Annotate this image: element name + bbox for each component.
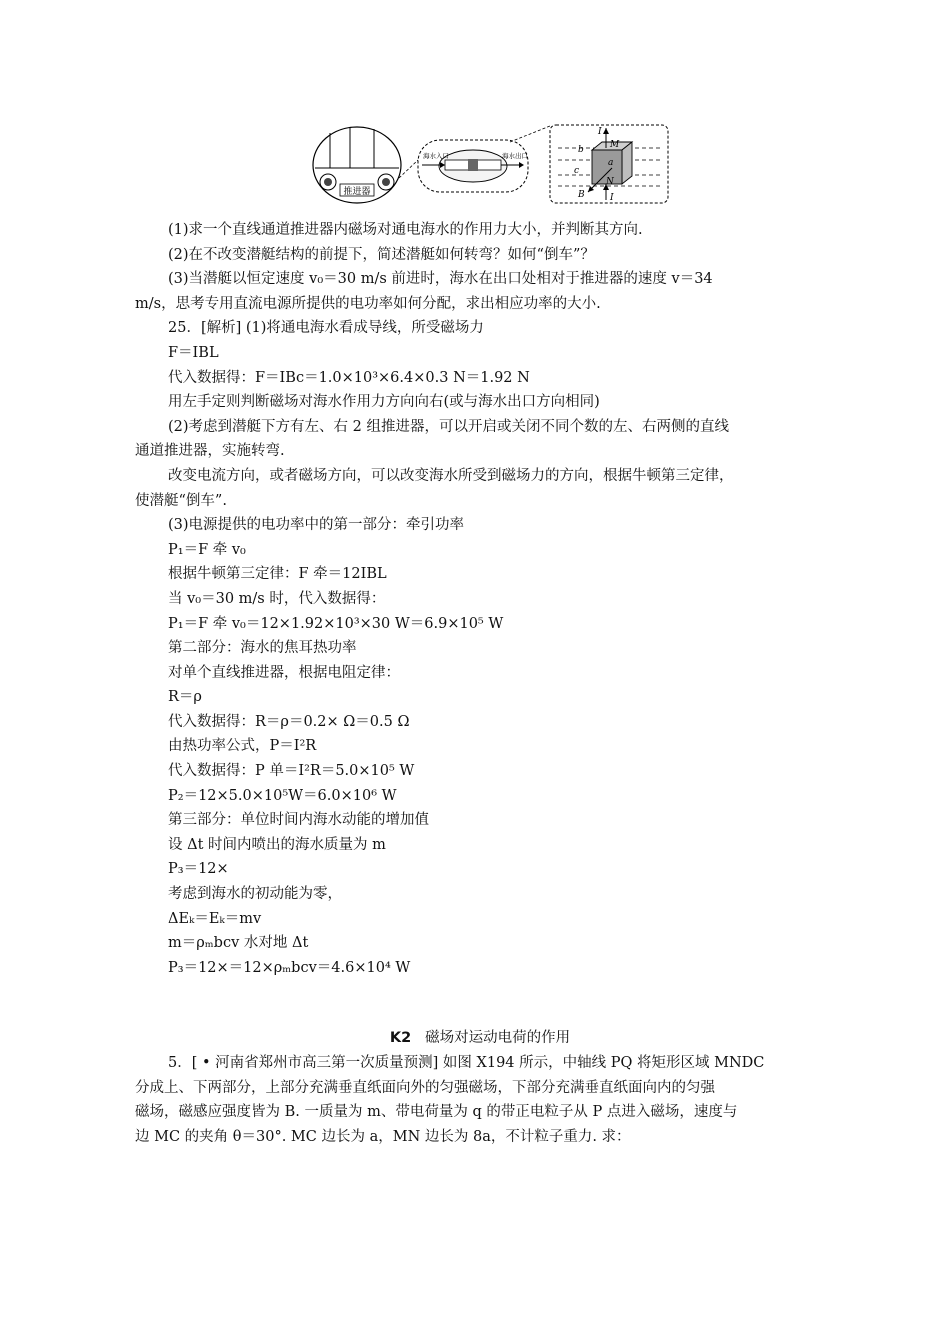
problem-5-line: 分成上、下两部分，上部分充满垂直纸面向外的匀强磁场，下部分充满垂直纸面向内的匀强 [135,1079,715,1096]
solution-line: 第三部分：单位时间内海水动能的增加值 [168,812,429,829]
solution-line: 由热功率公式，P＝I²R [168,738,317,755]
solution-line: P₂＝12×5.0×10⁵W＝6.0×10⁶ W [168,787,397,804]
solution-line: (3)电源提供的电功率中的第一部分：牵引功率 [168,517,465,534]
solution-line: 第二部分：海水的焦耳热功率 [168,640,357,657]
solution-line: 使潜艇“倒车”. [135,492,227,509]
propeller-diagram [310,120,675,205]
question-2: (2)在不改变潜艇结构的前提下，简述潜艇如何转弯？如何“倒车”？ [168,246,595,263]
solution-line: 设 Δt 时间内喷出的海水质量为 m [168,836,386,853]
solution-line: 通道推进器，实施转弯. [135,443,285,460]
solution-line: 对单个直线推进器，根据电阻定律： [168,664,400,681]
solution-line: (2)考虑到潜艇下方有左、右 2 组推进器，可以开启或关闭不同个数的左、右两侧的直线 [168,418,729,435]
solution-line: 代入数据得：R＝ρ＝0.2× Ω＝0.5 Ω [168,713,410,730]
solution-line: F＝IBL [168,344,219,361]
solution-line: R＝ρ [168,689,202,706]
solution-line: 考虑到海水的初动能为零， [168,886,342,903]
label-M: M [610,140,620,150]
label-B: B [578,190,585,200]
solution-line: 当 v₀＝30 m/s 时，代入数据得： [168,590,386,607]
label-N: N [606,177,614,187]
label-a: a [608,158,614,168]
solution-line: P₃＝12× [168,861,229,878]
label-c: c [574,166,580,176]
submarine-cross-section [313,127,401,203]
question-3: (3)当潜艇以恒定速度 v₀＝30 m/s 前进时，海水在出口处相对于推进器的速度 v＝34 [168,271,713,288]
problem-5-line: 边 MC 的夹角 θ＝30°. MC 边长为 a，MN 边长为 8a，不计粒子重力. 求： [135,1128,631,1145]
solution-line: m＝ρₘbcv 水对地 Δt [168,935,309,952]
label-I-bottom: I [610,193,614,203]
solution-line: 根据牛顿第三定律：F 牵＝12IBL [168,566,387,583]
solution-heading: 25．[解析] (1)将通电海水看成导线，所受磁场力 [168,320,484,337]
section-heading [135,1026,825,1051]
question-3-cont: m/s，思考专用直流电源所提供的电功率如何分配，求出相应功率的大小. [135,295,601,312]
document-body [135,218,825,1149]
solution-line: P₃＝12×＝12×ρₘbcv＝4.6×10⁴ W [168,959,411,976]
inlet-label: 海水入口 [423,152,449,160]
solution-line: P₁＝F 牵 v₀ [168,541,246,558]
solution-line: P₁＝F 牵 v₀＝12×1.92×10³×30 W＝6.9×10⁵ W [168,615,504,632]
label-b: b [578,145,584,155]
channel-block [550,125,668,203]
outlet-label: 海水出口 [502,152,528,160]
solution-line: ΔEₖ＝Eₖ＝mv [168,910,262,927]
solution-line: 用左手定则判断磁场对海水作用力方向向右(或与海水出口方向相同) [168,394,600,411]
propeller-closeup [418,140,528,192]
problem-5-line: 5．[ • 河南省郑州市高三第一次质量预测] 如图 X194 所示，中轴线 PQ 将矩形区域 MNDC [168,1055,765,1071]
solution-line: 代入数据得：P 单＝I²R＝5.0×10⁵ W [168,763,415,780]
section-code: K2 [389,1030,412,1047]
section-title: 磁场对运动电荷的作用 [425,1030,571,1047]
solution-line: 改变电流方向，或者磁场方向，可以改变海水所受到磁场力的方向，根据牛顿第三定律， [168,467,734,484]
problem-5-line: 磁场，磁感应强度皆为 B. 一质量为 m、带电荷量为 q 的带正电粒子从 P 点进入磁场，速度与 [135,1104,738,1121]
question-1: (1)求一个直线通道推进器内磁场对通电海水的作用力大小，并判断其方向. [168,222,643,238]
propeller-label: 推进器 [343,187,371,197]
label-I-top: I [598,127,602,137]
solution-line: 代入数据得：F＝IBc＝1.0×10³×6.4×0.3 N＝1.92 N [168,369,530,386]
